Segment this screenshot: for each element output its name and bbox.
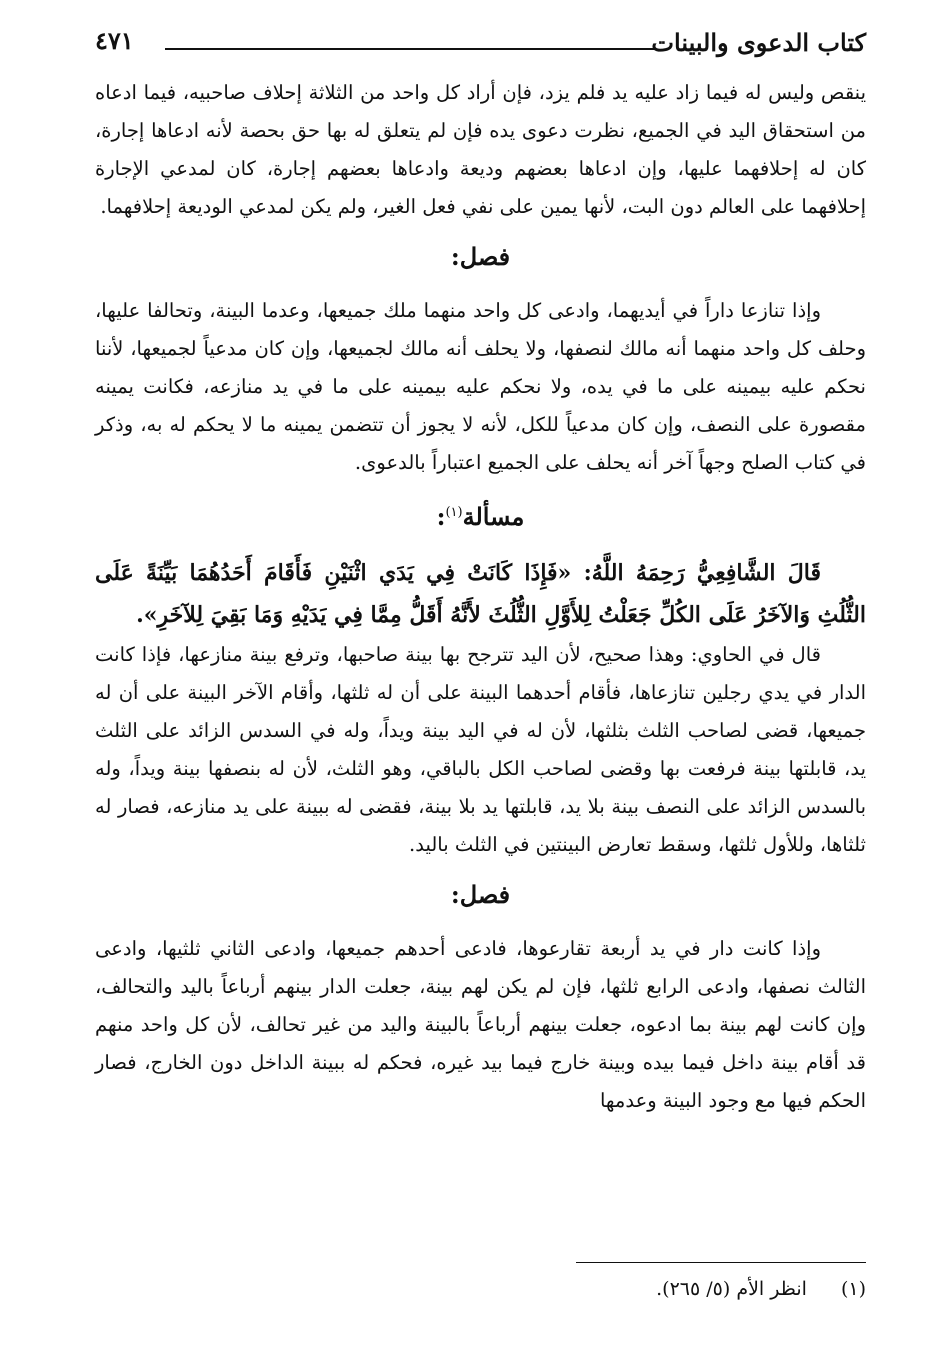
section-heading-fasl-2: فصل: [450, 880, 511, 909]
page-body [95, 74, 866, 1120]
page-number: ٤٧١ [95, 26, 134, 55]
page-header [95, 26, 866, 66]
footnote-rule [576, 1262, 866, 1263]
footnote-number: (١) [840, 1278, 866, 1300]
paragraph-4: وإذا كانت دار في يد أربعة تقارعوها، فادعى أحدهم جميعها، وادعى الثاني ثلثيها، وادعى الثالث نصفها، وادعى الرابع ثلثها، فإن لم يكن لهم بينة، جعلت الدار بينهم أرباعاً باليد والتحالف، وإن كانت لهم بينة بما ادعوه، جعلت بينهم أرباعاً بالبينة واليد من غير تحالف، لأن كل واحد منهم قد أقام بينة داخل فيما بيده وبينة خارج فيما بيد غيره، فحكم له ببينة الداخل دون الخارج، فصار الحكم فيها مع وجود البينة وعدمها [95, 937, 866, 1112]
shafii-quote: قَالَ الشَّافِعِيُّ رَحِمَهُ اللَّهُ: «فَإِذَا كَانَتْ فِي يَدَي اثْنَيْنِ فَأَقَامَ أَحَدُهُمَا بَيِّنَةً عَلَى الثُّلُثِ وَالآخَرُ عَلَى الكُلِّ جَعَلْتُ لِلأَوَّلِ الثُّلُثَ لأَنَّهُ أَقَلُّ مِمَّا فِي يَدَيْهِ وَمَا بَقِيَ لِلآخَرِ». [95, 560, 866, 628]
footnote-ref: (١) [445, 505, 463, 520]
paragraph-2: وإذا تنازعا داراً في أيديهما، وادعى كل واحد منهما ملك جميعها، وعدما البينة، وتحالفا عليها، وحلف كل واحد منهما أنه مالك لنصفها، ولا يحلف أنه مالك لجميعها، وإن كان مدعياً لجميعها، لأننا نحكم عليه بيمينه على ما في يده، ولا نحكم عليه بيمينه على ما في يد منازعه، فكانت يمينه مقصورة على النصف، وإن كان مدعياً للكل، لأنه لا يجوز أن تتضمن يمينه ما لا يحكم له به، وذكر في كتاب الصلح وجهاً آخر أنه يحلف على الجميع اعتباراً بالدعوى. [95, 299, 866, 474]
section-heading-masala [95, 494, 866, 536]
paragraph-1: ينقص وليس له فيما زاد عليه يد فلم يزد، فإن أراد كل واحد من الثلاثة إحلاف صاحبيه، فيما ادعاه من استحقاق اليد في الجميع، نظرت دعوى يده فإن لم يتعلق له بها حق بحصة لأنه ادعاها إجارة، كان له إحلافهما عليها، وإن ادعاها بعضهم وديعة وادعاها بعضهم إجارة، كان لمدعي الإجارة إحلافهما على العالم دون البت، لأنها يمين على نفي فعل الغير، ولم يكن لمدعي الوديعة إحلافهما. [95, 81, 866, 218]
masala-label: مسألة [462, 502, 525, 531]
header-rule [165, 48, 656, 50]
running-title: كتاب الدعوى والبينات [651, 28, 866, 57]
masala-colon: : [436, 502, 446, 531]
footnote-text: انظر الأم (٥/ ٢٦٥). [656, 1278, 807, 1300]
footnote [656, 1274, 866, 1304]
section-heading-fasl-1: فصل: [450, 242, 511, 271]
paragraph-3: قال في الحاوي: وهذا صحيح، لأن اليد تترجح بها بينة صاحبها، وترفع بينة منازعها، فإذا كانت الدار في يدي رجلين تنازعاها، فأقام أحدهما البينة على أن له ثلثها، وأقام الآخر البينة على أن له جميعها، قضى لصاحب الثلث بثلثها، لأن له في اليد بينة ويداً، وله في السدس الزائد على الثلث يد، قابلتها بينة فرفعت بها وقضى لصاحب الكل بالباقي، وهو الثلث، لأن له بنصفها بينة ويداً، وله بالسدس الزائد على النصف بينة بلا يد، قابلتها يد بلا بينة، فقضى له ببينة على يد منازعه، فصار له ثلثاها، وللأول ثلثها، وسقط تعارض البينتين في الثلث باليد. [95, 643, 866, 856]
